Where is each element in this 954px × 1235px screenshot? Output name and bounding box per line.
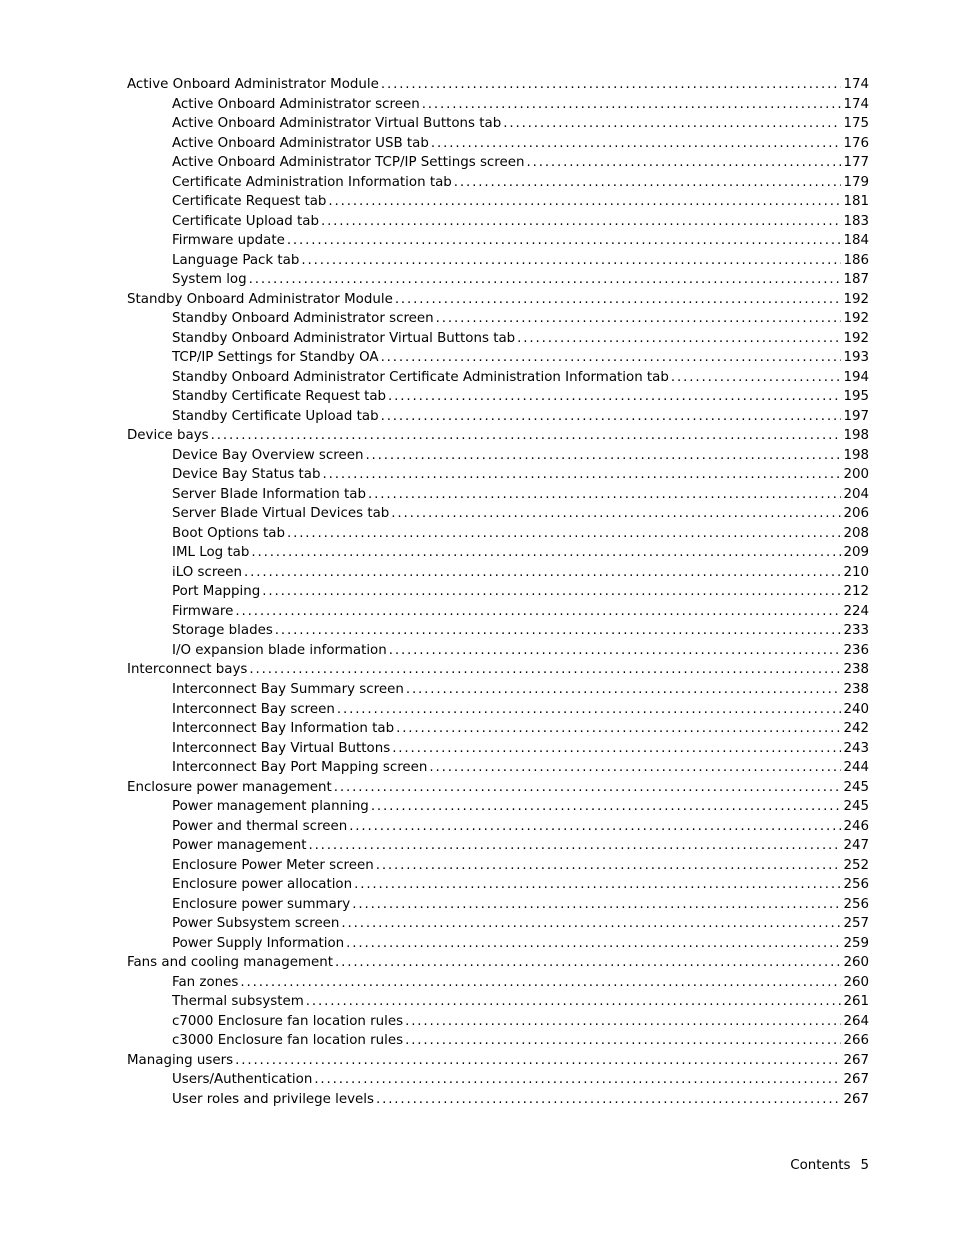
toc-entry-page-number: 210 xyxy=(843,564,869,580)
toc-entry-page-number: 264 xyxy=(843,1013,869,1029)
toc-entry-title: User roles and privilege levels xyxy=(172,1091,374,1107)
toc-entry-title: Enclosure power allocation xyxy=(172,877,353,893)
toc-entry-page-number: 187 xyxy=(843,272,869,288)
toc-entry-page-number: 184 xyxy=(843,233,869,249)
toc-subsection-entry[interactable] xyxy=(127,641,869,661)
toc-dot-leader xyxy=(308,836,841,856)
toc-dot-leader xyxy=(503,114,841,134)
toc-dot-leader xyxy=(431,134,842,154)
toc-subsection-entry[interactable] xyxy=(127,700,869,720)
toc-entry-title: Standby Onboard Administrator Virtual Buttons tab xyxy=(172,330,516,346)
toc-entry-title: Thermal subsystem xyxy=(172,994,304,1010)
toc-entry-title: Port Mapping xyxy=(172,584,261,600)
toc-entry-title: Interconnect Bay Information tab xyxy=(172,721,395,737)
toc-entry-title: Active Onboard Administrator Module xyxy=(127,77,379,92)
footer-section-label: Contents xyxy=(790,1158,851,1173)
toc-entry-title: Firmware update xyxy=(172,233,285,249)
toc-entry-title: Device bays xyxy=(127,428,209,444)
toc-entry-page-number: 233 xyxy=(843,623,869,639)
toc-subsection-entry[interactable] xyxy=(127,992,869,1012)
toc-dot-leader xyxy=(376,856,842,876)
toc-entry-page-number: 176 xyxy=(843,135,869,151)
footer-page-number: 5 xyxy=(860,1158,869,1173)
toc-entry-page-number: 242 xyxy=(843,721,869,737)
toc-entry-page-number: 243 xyxy=(843,740,869,756)
toc-subsection-entry[interactable] xyxy=(127,856,869,876)
toc-dot-leader xyxy=(422,95,842,115)
toc-dot-leader xyxy=(287,524,841,544)
toc-subsection-entry[interactable] xyxy=(127,270,869,290)
toc-entry-page-number: 238 xyxy=(843,662,869,678)
toc-entry-page-number: 252 xyxy=(843,857,869,873)
toc-subsection-entry[interactable] xyxy=(127,348,869,368)
toc-subsection-entry[interactable] xyxy=(127,817,869,837)
toc-entry-title: Firmware xyxy=(172,603,234,619)
toc-entry-page-number: 247 xyxy=(843,838,869,854)
toc-entry-title: Active Onboard Administrator USB tab xyxy=(172,135,429,151)
toc-subsection-entry[interactable] xyxy=(127,173,869,193)
table-of-contents xyxy=(127,75,869,1109)
toc-subsection-entry[interactable] xyxy=(127,309,869,329)
toc-entry-page-number: 198 xyxy=(843,447,869,463)
toc-section-entry[interactable] xyxy=(127,660,869,680)
toc-dot-leader xyxy=(388,387,841,407)
toc-dot-leader xyxy=(314,1070,841,1090)
toc-entry-page-number: 259 xyxy=(843,935,869,951)
toc-dot-leader xyxy=(376,1090,841,1110)
toc-subsection-entry[interactable] xyxy=(127,836,869,856)
toc-entry-title: Server Blade Information tab xyxy=(172,486,367,502)
toc-entry-title: Storage blades xyxy=(172,623,273,639)
toc-subsection-entry[interactable] xyxy=(127,524,869,544)
toc-section-entry[interactable] xyxy=(127,953,869,973)
toc-entry-title: Standby Certificate Upload tab xyxy=(172,408,379,424)
toc-subsection-entry[interactable] xyxy=(127,446,869,466)
toc-dot-leader xyxy=(405,1031,841,1051)
toc-entry-title: Device Bay Status tab xyxy=(172,467,321,483)
toc-section-entry[interactable] xyxy=(127,778,869,798)
toc-entry-title: Interconnect bays xyxy=(127,662,248,678)
toc-dot-leader xyxy=(436,309,842,329)
toc-subsection-entry[interactable] xyxy=(127,895,869,915)
toc-entry-title: Active Onboard Administrator TCP/IP Settings screen xyxy=(172,155,525,171)
toc-subsection-entry[interactable] xyxy=(127,1070,869,1090)
toc-dot-leader xyxy=(381,407,842,427)
toc-subsection-entry[interactable] xyxy=(127,680,869,700)
toc-entry-title: c7000 Enclosure fan location rules xyxy=(172,1013,404,1029)
toc-entry-title: Device Bay Overview screen xyxy=(172,447,364,463)
toc-entry-title: System log xyxy=(172,272,247,288)
page-footer xyxy=(790,1158,869,1173)
toc-dot-leader xyxy=(517,329,841,349)
toc-subsection-entry[interactable] xyxy=(127,797,869,817)
toc-entry-page-number: 245 xyxy=(843,799,869,815)
toc-entry-page-number: 175 xyxy=(843,116,869,132)
toc-subsection-entry[interactable] xyxy=(127,134,869,154)
toc-entry-page-number: 204 xyxy=(843,486,869,502)
toc-entry-title: TCP/IP Settings for Standby OA xyxy=(172,350,379,366)
toc-subsection-entry[interactable] xyxy=(127,485,869,505)
toc-entry-title: Fans and cooling management xyxy=(127,955,333,971)
toc-entry-title: Enclosure power summary xyxy=(172,896,351,912)
toc-entry-title: Enclosure Power Meter screen xyxy=(172,857,374,873)
toc-entry-page-number: 194 xyxy=(843,369,869,385)
toc-entry-page-number: 244 xyxy=(843,760,869,776)
toc-entry-title: Certificate Request tab xyxy=(172,194,327,210)
toc-entry-page-number: 197 xyxy=(843,408,869,424)
toc-entry-title: Managing users xyxy=(127,1052,234,1068)
toc-entry-title: Language Pack tab xyxy=(172,252,300,268)
toc-entry-title: Enclosure power management xyxy=(127,779,332,795)
toc-entry-title: Interconnect Bay screen xyxy=(172,701,335,717)
toc-entry-page-number: 198 xyxy=(843,428,869,444)
toc-entry-page-number: 179 xyxy=(843,174,869,190)
toc-entry-title: iLO screen xyxy=(172,564,243,580)
toc-dot-leader xyxy=(671,368,842,388)
toc-entry-page-number: 193 xyxy=(843,350,869,366)
toc-subsection-entry[interactable] xyxy=(127,582,869,602)
toc-dot-leader xyxy=(389,641,842,661)
toc-dot-leader xyxy=(334,778,842,798)
toc-subsection-entry[interactable] xyxy=(127,504,869,524)
toc-entry-title: Active Onboard Administrator screen xyxy=(172,96,420,112)
toc-subsection-entry[interactable] xyxy=(127,914,869,934)
toc-dot-leader xyxy=(526,153,841,173)
toc-entry-title: Users/Authentication xyxy=(172,1072,313,1088)
toc-entry-title: Power Subsystem screen xyxy=(172,916,340,932)
toc-subsection-entry[interactable] xyxy=(127,153,869,173)
toc-entry-title: Boot Options tab xyxy=(172,525,285,541)
toc-entry-page-number: 208 xyxy=(843,525,869,541)
toc-dot-leader xyxy=(235,602,841,622)
toc-entry-page-number: 195 xyxy=(843,389,869,405)
toc-dot-leader xyxy=(335,953,841,973)
toc-dot-leader xyxy=(392,739,841,759)
toc-entry-page-number: 240 xyxy=(843,701,869,717)
toc-subsection-entry[interactable] xyxy=(127,543,869,563)
toc-entry-page-number: 212 xyxy=(843,584,869,600)
toc-entry-page-number: 256 xyxy=(843,896,869,912)
toc-dot-leader xyxy=(371,797,842,817)
toc-subsection-entry[interactable] xyxy=(127,1031,869,1051)
toc-entry-page-number: 177 xyxy=(843,155,869,171)
toc-entry-page-number: 192 xyxy=(843,311,869,327)
toc-dot-leader xyxy=(346,934,841,954)
toc-dot-leader xyxy=(341,914,841,934)
toc-subsection-entry[interactable] xyxy=(127,875,869,895)
toc-dot-leader xyxy=(328,192,841,212)
toc-entry-page-number: 260 xyxy=(843,955,869,971)
toc-dot-leader xyxy=(365,446,841,466)
toc-entry-title: Fan zones xyxy=(172,974,239,990)
toc-subsection-entry[interactable] xyxy=(127,95,869,115)
toc-entry-title: Standby Onboard Administrator Certificate Administration Information tab xyxy=(172,369,669,385)
toc-entry-title: I/O expansion blade information xyxy=(172,642,387,658)
toc-dot-leader xyxy=(251,543,841,563)
toc-subsection-entry[interactable] xyxy=(127,1090,869,1110)
toc-entry-page-number: 192 xyxy=(843,291,869,307)
toc-subsection-entry[interactable] xyxy=(127,407,869,427)
toc-dot-leader xyxy=(275,621,842,641)
toc-entry-title: Standby Certificate Request tab xyxy=(172,389,387,405)
toc-dot-leader xyxy=(235,1051,841,1071)
toc-dot-leader xyxy=(396,719,841,739)
toc-entry-title: IML Log tab xyxy=(172,545,250,561)
toc-subsection-entry[interactable] xyxy=(127,368,869,388)
toc-entry-page-number: 209 xyxy=(843,545,869,561)
toc-entry-title: Certificate Administration Information tab xyxy=(172,174,452,190)
toc-dot-leader xyxy=(454,173,842,193)
toc-dot-leader xyxy=(381,75,842,95)
toc-entry-page-number: 267 xyxy=(843,1091,869,1107)
toc-entry-page-number: 186 xyxy=(843,252,869,268)
toc-entry-page-number: 238 xyxy=(843,681,869,697)
toc-subsection-entry[interactable] xyxy=(127,602,869,622)
toc-entry-title: Power management planning xyxy=(172,799,369,815)
toc-subsection-entry[interactable] xyxy=(127,934,869,954)
toc-entry-page-number: 192 xyxy=(843,330,869,346)
toc-entry-title: Certificate Upload tab xyxy=(172,213,319,229)
toc-subsection-entry[interactable] xyxy=(127,212,869,232)
toc-entry-page-number: 200 xyxy=(843,467,869,483)
toc-subsection-entry[interactable] xyxy=(127,387,869,407)
toc-entry-title: Standby Onboard Administrator Module xyxy=(127,291,393,307)
toc-section-entry[interactable] xyxy=(127,290,869,310)
toc-entry-title: Server Blade Virtual Devices tab xyxy=(172,506,390,522)
toc-subsection-entry[interactable] xyxy=(127,465,869,485)
toc-dot-leader xyxy=(391,504,841,524)
toc-section-entry[interactable] xyxy=(127,75,869,95)
toc-entry-page-number: 256 xyxy=(843,877,869,893)
toc-subsection-entry[interactable] xyxy=(127,739,869,759)
toc-subsection-entry[interactable] xyxy=(127,719,869,739)
toc-dot-leader xyxy=(349,817,841,837)
toc-subsection-entry[interactable] xyxy=(127,251,869,271)
toc-entry-page-number: 183 xyxy=(843,213,869,229)
toc-entry-title: Interconnect Bay Summary screen xyxy=(172,681,404,697)
toc-dot-leader xyxy=(395,290,842,310)
toc-entry-page-number: 181 xyxy=(843,194,869,210)
toc-subsection-entry[interactable] xyxy=(127,758,869,778)
toc-subsection-entry[interactable] xyxy=(127,973,869,993)
toc-dot-leader xyxy=(354,875,841,895)
toc-dot-leader xyxy=(262,582,841,602)
toc-dot-leader xyxy=(306,992,842,1012)
toc-subsection-entry[interactable] xyxy=(127,114,869,134)
toc-dot-leader xyxy=(287,231,842,251)
toc-dot-leader xyxy=(352,895,841,915)
toc-subsection-entry[interactable] xyxy=(127,1012,869,1032)
toc-entry-title: c3000 Enclosure fan location rules xyxy=(172,1033,404,1049)
toc-entry-page-number: 267 xyxy=(843,1052,869,1068)
toc-subsection-entry[interactable] xyxy=(127,621,869,641)
toc-entry-page-number: 206 xyxy=(843,506,869,522)
toc-subsection-entry[interactable] xyxy=(127,231,869,251)
toc-dot-leader xyxy=(323,465,842,485)
toc-dot-leader xyxy=(429,758,841,778)
toc-dot-leader xyxy=(368,485,841,505)
toc-dot-leader xyxy=(406,680,842,700)
toc-dot-leader xyxy=(249,660,841,680)
toc-entry-page-number: 246 xyxy=(843,818,869,834)
toc-entry-title: Standby Onboard Administrator screen xyxy=(172,311,434,327)
toc-subsection-entry[interactable] xyxy=(127,563,869,583)
toc-entry-title: Interconnect Bay Port Mapping screen xyxy=(172,760,428,776)
toc-entry-page-number: 174 xyxy=(843,77,869,92)
toc-entry-page-number: 267 xyxy=(843,1072,869,1088)
toc-entry-page-number: 261 xyxy=(843,994,869,1010)
toc-dot-leader xyxy=(249,270,842,290)
toc-dot-leader xyxy=(321,212,841,232)
toc-entry-page-number: 224 xyxy=(843,603,869,619)
toc-entry-title: Power and thermal screen xyxy=(172,818,348,834)
toc-entry-page-number: 174 xyxy=(843,96,869,112)
toc-dot-leader xyxy=(244,563,841,583)
toc-entry-page-number: 236 xyxy=(843,642,869,658)
toc-subsection-entry[interactable] xyxy=(127,329,869,349)
toc-entry-page-number: 266 xyxy=(843,1033,869,1049)
toc-entry-page-number: 260 xyxy=(843,974,869,990)
toc-entry-title: Active Onboard Administrator Virtual Buttons tab xyxy=(172,116,502,132)
toc-dot-leader xyxy=(211,426,842,446)
toc-dot-leader xyxy=(405,1012,841,1032)
toc-entry-page-number: 257 xyxy=(843,916,869,932)
toc-dot-leader xyxy=(301,251,841,271)
toc-dot-leader xyxy=(240,973,841,993)
toc-subsection-entry[interactable] xyxy=(127,192,869,212)
toc-entry-title: Interconnect Bay Virtual Buttons xyxy=(172,740,391,756)
toc-section-entry[interactable] xyxy=(127,426,869,446)
toc-dot-leader xyxy=(381,348,842,368)
toc-section-entry[interactable] xyxy=(127,1051,869,1071)
toc-entry-page-number: 245 xyxy=(843,779,869,795)
toc-dot-leader xyxy=(337,700,842,720)
toc-entry-title: Power management xyxy=(172,838,307,854)
toc-entry-title: Power Supply Information xyxy=(172,935,345,951)
